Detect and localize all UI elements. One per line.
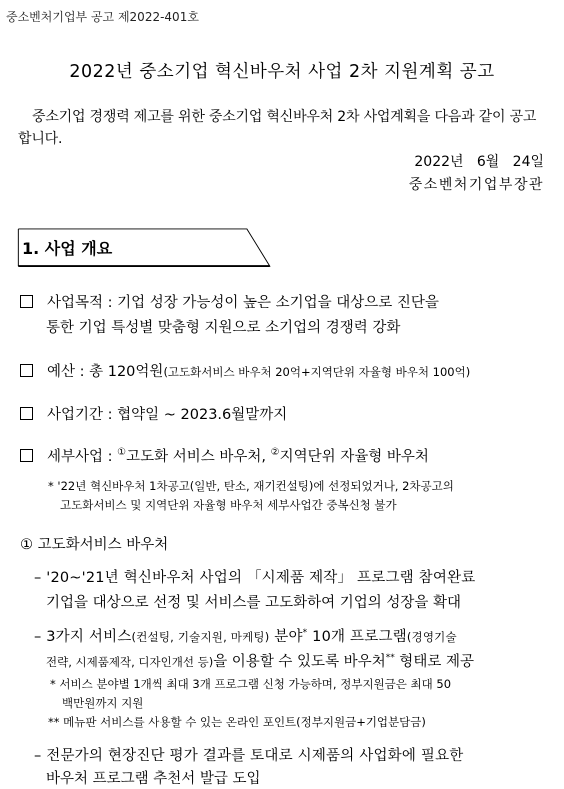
advanced-note2: ** 메뉴판 서비스를 사용할 수 있는 온라인 포인트(정부지원금+기업분담금) [48,715,426,729]
advanced-desc3-line2: 바우처 프로그램 추천서 발급 도입 [46,771,261,787]
sub-item-2: 지역단위 자율형 바우처 [279,449,429,465]
section-title: 1. 사업 개요 [22,239,113,258]
desc2-part4: 10개 프로그램 [307,629,407,645]
circled-one-marker: ① [117,447,127,459]
desc2-part1: – 3가지 서비스 [34,629,132,645]
desc2-line2-part2: 을 이용할 수 있도록 바우처 [213,654,386,670]
circled-two-marker: ② [270,447,280,459]
desc2-part3: 분야 [269,629,303,645]
purpose-text-line1: 사업목적 : 기업 성장 가능성이 높은 소기업을 대상으로 진단을 [47,295,439,311]
checkbox-square-icon [20,364,33,377]
advanced-desc2-line1 [34,625,457,646]
checkbox-square-icon [20,407,33,420]
advanced-note1-line1: * 서비스 분야별 1개씩 최대 3개 프로그램 신청 가능하며, 정부지원금은 최대 50 [50,677,452,691]
sub-note-line2: 고도화서비스 및 지역단위 자율형 바우처 세부사업간 중복신청 불가 [60,498,397,512]
advanced-note1-line2: 백만원까지 지원 [62,696,144,710]
advanced-desc1-line1: – '20~'21년 혁신바우처 사업의 「시제품 제작」 프로그램 참여완료 [34,570,476,586]
sub-item-1: 고도화 서비스 바우처, [126,449,271,465]
notice-number: 중소벤처기업부 공고 제2022-401호 [6,10,199,24]
budget-detail: (고도화서비스 바우처 20억+지역단위 자율형 바우처 100억) [163,365,471,379]
advanced-voucher-heading: ① 고도화서비스 바우처 [20,537,169,553]
desc2-part2: (컨설팅, 기술지원, 마케팅) [131,630,270,644]
period-item [20,403,287,424]
desc2-sup1: * [302,628,308,639]
budget-item [20,360,470,381]
intro-paragraph: 중소기업 경쟁력 제고를 위한 중소기업 혁신바우처 2차 사업계획을 다음과 같이 공고합니다. [18,109,537,147]
desc2-line2-part1: 전략, 시제품제작, 디자인개선 등) [46,655,214,669]
budget-main: 예산 : 총 120억원 [47,364,164,380]
advanced-desc3-line1: – 전문가의 현장진단 평가 결과를 토대로 시제품의 사업화에 필요한 [34,748,464,764]
notice-date: 2022년 6월 24일 [414,154,544,170]
period-text: 사업기간 : 협약일 ~ 2023.6월말까지 [47,407,288,423]
desc2-sup2: ** [385,653,395,664]
desc2-part5: (경영기술 [406,630,457,644]
sub-programs-item [20,445,429,466]
sub-note-line1: * '22년 혁신바우처 1차공고(일반, 탄소, 재기컨설팅)에 선정되었거나, 2차공고의 [48,479,454,493]
desc2-line2-part3: 형태로 제공 [394,654,474,670]
issuer-name: 중소벤처기업부장관 [408,177,544,193]
purpose-item [20,291,439,312]
advanced-desc1-line2: 기업을 대상으로 선정 및 서비스를 고도화하여 기업의 성장을 확대 [46,595,462,611]
checkbox-square-icon [20,295,33,308]
sub-label: 세부사업 : [47,449,118,465]
purpose-text-line2: 통한 기업 특성별 맞춤형 지원으로 소기업의 경쟁력 강화 [46,320,401,336]
checkbox-square-icon [20,449,33,462]
advanced-desc2-line2 [46,650,474,671]
document-title: 2022년 중소기업 혁신바우처 사업 2차 지원계획 공고 [69,62,495,82]
